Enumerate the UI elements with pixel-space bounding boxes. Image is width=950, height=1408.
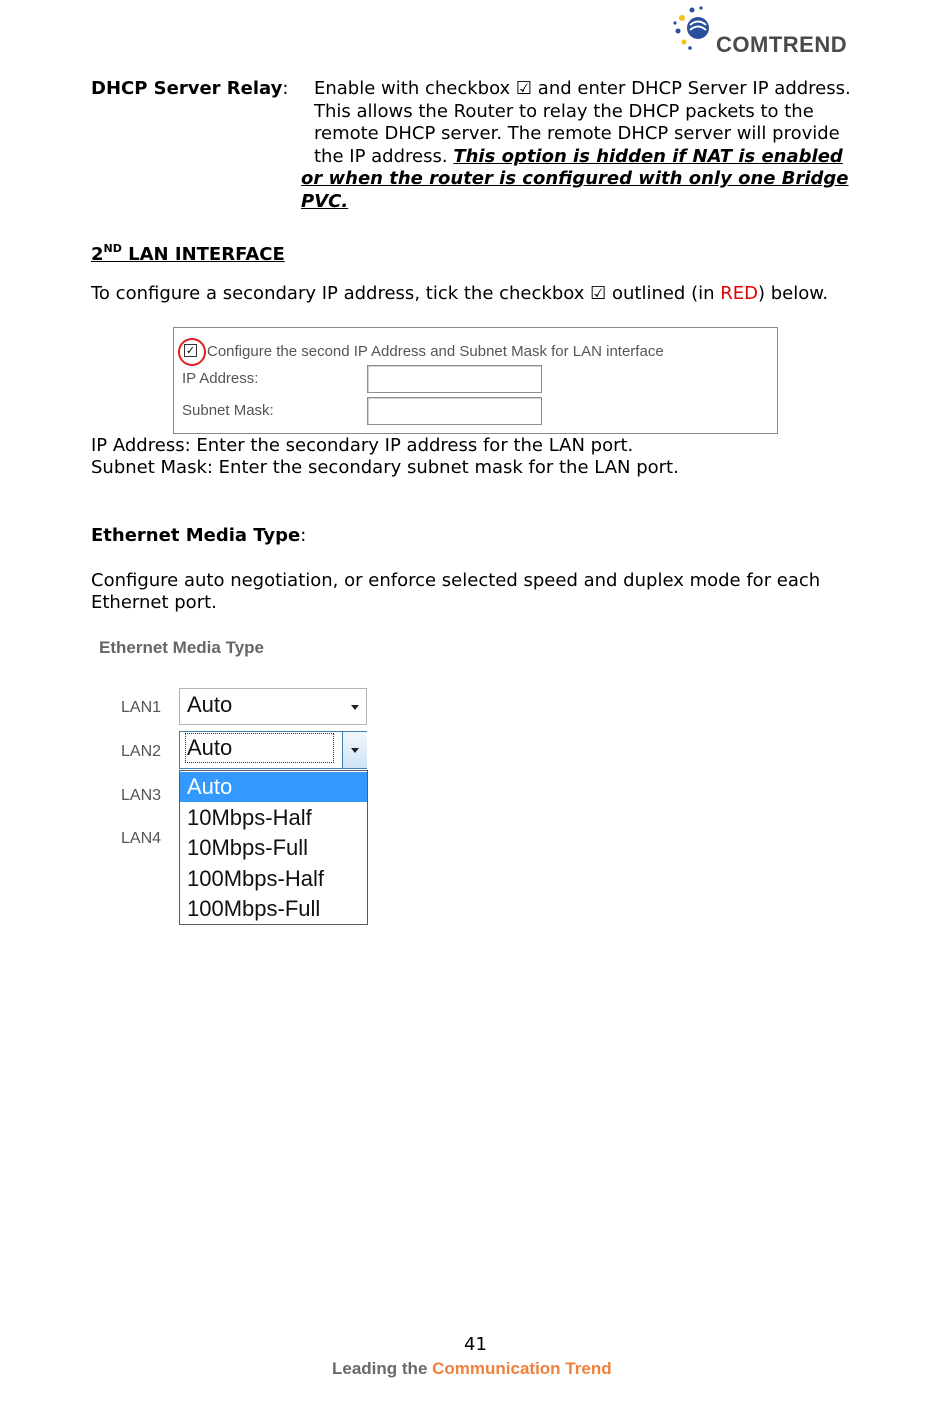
lan2-media-options [179, 770, 368, 925]
ethernet-term [91, 525, 306, 548]
ip-address-label: IP Address: [182, 370, 259, 387]
ethernet-term-label: Ethernet Media Type [91, 525, 301, 546]
checkbox-checked-icon: ☑ [590, 283, 607, 304]
footer-slogan-accent: Communication [432, 1359, 561, 1378]
lan2-intro-text: To configure a secondary IP address, tick the checkbox [91, 283, 585, 304]
lan2-heading-sup: ND [103, 242, 122, 255]
lan3-label: LAN3 [121, 787, 162, 804]
dhcp-relay-colon: : [282, 78, 289, 99]
ethernet-media-screenshot [95, 630, 385, 930]
media-option-100-half[interactable]: 100Mbps-Half [187, 866, 324, 891]
chevron-down-icon [351, 705, 359, 710]
lan2-intro-text: outlined (in [611, 283, 715, 304]
footer-slogan-accent: Trend [560, 1359, 612, 1378]
comtrend-logo [672, 4, 862, 56]
lan2-intro-red: RED [720, 283, 758, 304]
dhcp-relay-warning: This option is hidden if NAT is enabled [453, 146, 843, 167]
lan2-desc-ip: IP Address: Enter the secondary IP address for the LAN port. [91, 435, 634, 456]
comtrend-logo-mark [672, 4, 718, 54]
lan2-label: LAN2 [121, 743, 162, 760]
dhcp-relay-line-3: remote DHCP server. The remote DHCP server will provide [314, 123, 840, 144]
lan4-label: LAN4 [121, 830, 162, 847]
dhcp-relay-text: and enter DHCP Server IP address. [537, 78, 851, 99]
dhcp-relay-term [91, 78, 288, 101]
media-option-100-full[interactable]: 100Mbps-Full [187, 896, 321, 921]
page-number: 41 [464, 1334, 487, 1355]
ethernet-desc-line-2: Ethernet port. [91, 592, 217, 613]
ethernet-term-colon: : [300, 525, 307, 546]
footer-slogan-part: Leading the [332, 1359, 433, 1378]
lan2-intro [91, 283, 828, 306]
lan1-label: LAN1 [121, 699, 162, 716]
subnet-mask-input[interactable] [367, 397, 542, 425]
footer-slogan [332, 1359, 612, 1379]
dhcp-relay-line-2: This allows the Router to relay the DHCP packets to the [314, 101, 814, 122]
lan1-media-value: Auto [187, 692, 233, 717]
lan2-desc-mask: Subnet Mask: Enter the secondary subnet mask for the LAN port. [91, 457, 679, 478]
media-option-10-full[interactable]: 10Mbps-Full [187, 835, 309, 860]
lan2-media-value: Auto [187, 735, 332, 761]
dhcp-relay-warning-line-5: or when the router is configured with only one Bridge [301, 168, 849, 189]
dhcp-relay-term-label: DHCP Server Relay [91, 78, 283, 99]
lan2-dropdown-button[interactable] [342, 732, 367, 768]
ethernet-media-title: Ethernet Media Type [99, 638, 264, 657]
lan2-media-select[interactable] [179, 731, 367, 769]
lan2-heading-num: 2 [91, 244, 104, 265]
lan1-media-select[interactable] [179, 688, 367, 725]
lan2-intro-text: ) below. [758, 283, 829, 304]
second-ip-checkbox-label: Configure the second IP Address and Subnet Mask for LAN interface [207, 343, 664, 360]
dhcp-relay-line-1 [314, 78, 851, 101]
media-option-10-half[interactable]: 10Mbps-Half [187, 805, 312, 830]
checkbox-checked-icon: ☑ [515, 78, 533, 99]
subnet-mask-label: Subnet Mask: [182, 402, 274, 419]
dhcp-relay-warning-line-6: PVC. [301, 191, 349, 212]
dhcp-relay-text: Enable with checkbox [314, 78, 511, 99]
lan2-heading [91, 238, 285, 267]
dhcp-relay-text: the IP address. [314, 146, 448, 167]
comtrend-wordmark: COMTREND [716, 32, 848, 57]
ethernet-desc-line-1: Configure auto negotiation, or enforce selected speed and duplex mode for each [91, 570, 821, 591]
chevron-down-icon [351, 748, 359, 753]
media-option-auto[interactable]: Auto [180, 772, 367, 802]
dhcp-relay-line-4 [314, 146, 843, 169]
second-ip-checkbox[interactable]: ✓ [185, 344, 196, 357]
lan2-heading-rest: LAN INTERFACE [128, 244, 285, 265]
secondary-ip-screenshot [173, 327, 778, 434]
ip-address-input[interactable] [367, 365, 542, 393]
